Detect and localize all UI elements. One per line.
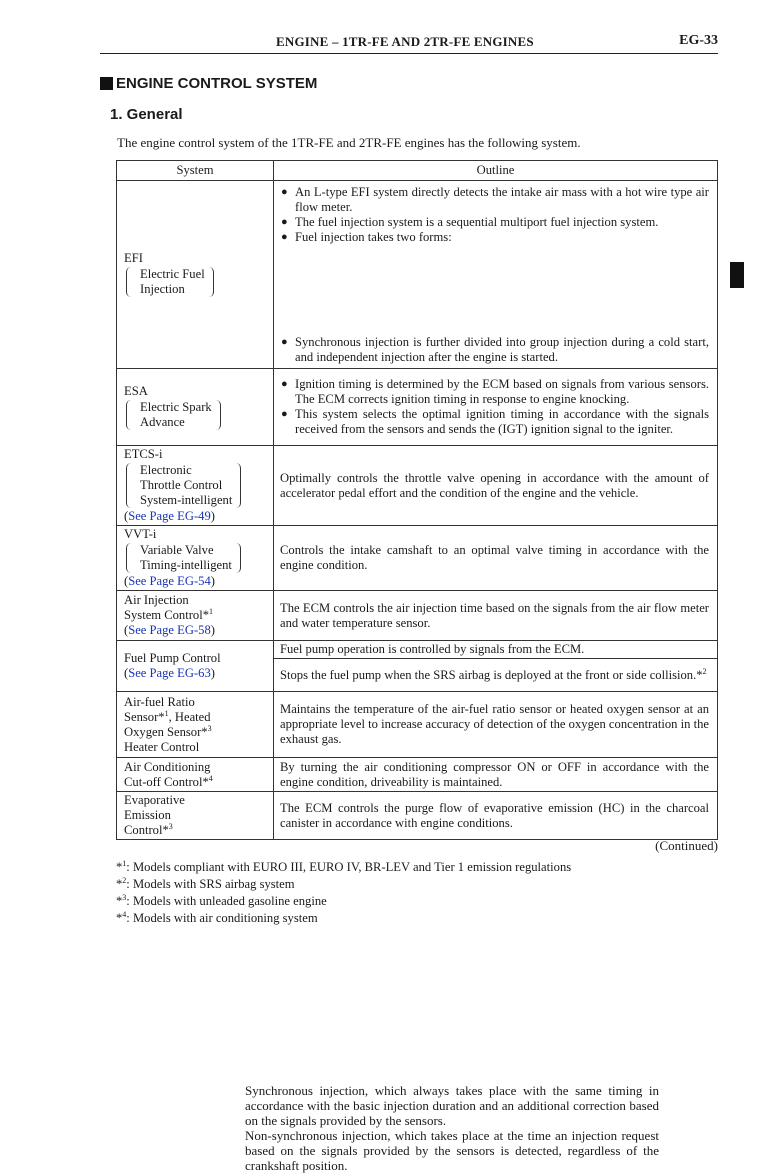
outline-cell-evap: The ECM controls the purge flow of evaporative emission (HC) in the charcoal canister in accordance with engine conditions. — [274, 792, 718, 840]
page-reference — [124, 509, 270, 524]
system-name: Air Injection — [124, 593, 189, 607]
footnote-mark: 3 — [168, 821, 173, 831]
footnote-mark: 4 — [122, 909, 127, 919]
paren: ) — [210, 574, 215, 588]
outline-cell-fuel-pump-1: Fuel pump operation is controlled by signals from the ECM. — [274, 641, 718, 659]
subsection-title: 1. General — [110, 106, 183, 123]
see-page-link[interactable]: See Page EG-54 — [128, 574, 211, 588]
system-name: EFI — [124, 251, 143, 265]
system-name: Evaporative — [124, 793, 185, 807]
system-name: ETCS-i — [124, 447, 163, 461]
page-reference — [124, 666, 270, 681]
system-name: Cut-off Control*$^4$ — [124, 773, 213, 789]
system-name: System Control*$^1$ — [124, 606, 214, 622]
system-fullname-bracket — [126, 463, 241, 508]
header-rule — [100, 53, 718, 54]
outline-cell-fuel-pump-2: Stops the fuel pump when the SRS airbag is deployed at the front or side collision.*$^2$ — [274, 659, 718, 692]
system-name: Emission — [124, 808, 171, 822]
system-name: Oxygen Sensor*$^3$ — [124, 723, 212, 739]
footnote-mark: 2 — [122, 875, 127, 885]
table-row — [117, 369, 718, 446]
bullet-item: ● Ignition timing is determined by the ECM based on signals from various sensors. The ECM corrects ignition timing in response to engine knocking. — [280, 377, 709, 407]
fullname-line: Advance — [140, 414, 185, 429]
system-cell-efi — [117, 181, 274, 369]
footnote-mark: 3 — [122, 892, 127, 902]
fullname-line: Electric Fuel — [140, 267, 205, 281]
intro-paragraph: The engine control system of the 1TR-FE and 2TR-FE engines has the following system. — [117, 135, 581, 150]
section-heading — [100, 75, 317, 92]
fullname-line: Electric Spark — [140, 399, 212, 414]
system-cell-fuel-pump — [117, 641, 274, 692]
paren: ( — [124, 623, 129, 637]
fullname-line: Throttle Control — [140, 478, 223, 492]
system-name: Fuel Pump Control — [124, 651, 221, 665]
system-fullname-bracket — [126, 267, 214, 297]
footnote: *$^1$: Models compliant with EURO III, EURO IV, BR-LEV and Tier 1 emission regulations — [116, 858, 572, 874]
footnote-mark: 1 — [209, 606, 214, 616]
footnote-mark: 1 — [164, 708, 169, 718]
bullet-item: ● Fuel injection takes two forms: — [280, 230, 709, 245]
footnote: *$^3$: Models with unleaded gasoline engine — [116, 892, 327, 908]
system-name: Control*$^3$ — [124, 821, 173, 837]
outline-cell-afr-heater: Maintains the temperature of the air-fuel ratio sensor or heated oxygen sensor at an appropriate level to increase accuracy of detection of the oxygen concentration in the exhaust gas. — [274, 692, 718, 758]
section-title: ENGINE CONTROL SYSTEM — [116, 75, 318, 92]
outline-cell-esa — [274, 369, 718, 446]
system-cell-vvt — [117, 526, 274, 591]
footnote: *$^4$: Models with air conditioning system — [116, 909, 318, 925]
bullet-item: ● Synchronous injection is further divided into group injection during a cold start, and independent injection after the engine is started. — [280, 335, 709, 365]
fullname-line: Electronic — [140, 463, 192, 477]
paren: ) — [210, 623, 215, 637]
paren: ) — [210, 666, 215, 680]
footnote: *$^2$: Models with SRS airbag system — [116, 875, 295, 891]
footnote-mark: 2 — [702, 666, 707, 676]
table-header-row — [117, 161, 718, 181]
system-name: Air-fuel Ratio — [124, 694, 195, 709]
table-row — [117, 692, 718, 758]
table-row — [117, 181, 718, 369]
running-header: ENGINE – 1TR-FE AND 2TR-FE ENGINES — [276, 34, 534, 49]
table-row — [117, 792, 718, 840]
fullname-line: Injection — [140, 282, 185, 296]
table-row — [117, 526, 718, 591]
column-header-system: System — [117, 161, 274, 181]
fullname-line: System-intelligent — [140, 493, 233, 507]
paren: ( — [124, 574, 129, 588]
paren: ( — [124, 509, 129, 523]
system-fullname-bracket — [126, 400, 221, 430]
bullet-continuation: Synchronous injection, which always takes place with the same timing in accordance with the basic injection duration and an additional correction based on the signals provided by the sensors. — [245, 1082, 659, 1128]
system-name: Heater Control — [124, 739, 200, 754]
table-row — [117, 641, 718, 659]
footnote-mark: 3 — [207, 723, 212, 733]
system-cell-afr-heater — [117, 692, 274, 758]
outline-cell-etcs: Optimally controls the throttle valve opening in accordance with the amount of accelerator pedal effort and the condition of the engine and the vehicle. — [274, 446, 718, 526]
system-cell-esa — [117, 369, 274, 446]
bullet-item: ● This system selects the optimal ignition timing in accordance with the signals received from the sensors and sends the (IGT) ignition signal to the igniter. — [280, 407, 709, 437]
page-reference — [124, 574, 270, 589]
outline-cell-vvt: Controls the intake camshaft to an optimal valve timing in accordance with the engine condition. — [274, 526, 718, 591]
table-row — [117, 446, 718, 526]
system-cell-ac-cutoff — [117, 758, 274, 792]
bullet-item: ● The fuel injection system is a sequential multiport fuel injection system. — [280, 215, 709, 230]
footnote-mark: 4 — [208, 773, 213, 783]
system-cell-air-injection — [117, 591, 274, 641]
see-page-link[interactable]: See Page EG-58 — [128, 623, 211, 637]
bullet-item: ● An L-type EFI system directly detects the intake air mass with a hot wire type air flow meter. — [280, 185, 709, 215]
system-cell-etcs — [117, 446, 274, 526]
column-header-outline: Outline — [274, 161, 718, 181]
fullname-line: Variable Valve — [140, 543, 214, 557]
table-row — [117, 591, 718, 641]
system-name: Air Conditioning — [124, 759, 211, 774]
system-name: Sensor*$^1$, Heated — [124, 708, 211, 724]
outline-cell-ac-cutoff: By turning the air conditioning compressor ON or OFF in accordance with the engine condition, driveability is maintained. — [274, 758, 718, 792]
see-page-link[interactable]: See Page EG-49 — [128, 509, 211, 523]
system-name: VVT-i — [124, 527, 157, 541]
footnote-mark: 1 — [122, 858, 127, 868]
bullet-continuation: Non-synchronous injection, which takes place at the time an injection request based on the signals provided by the sensors is detected, regardless of the crankshaft position. — [245, 1127, 659, 1173]
table-row — [117, 758, 718, 792]
page-number: EG-33 — [679, 33, 718, 48]
continued-note: (Continued) — [655, 838, 718, 853]
paren: ) — [210, 509, 215, 523]
see-page-link[interactable]: See Page EG-63 — [128, 666, 211, 680]
outline-cell-air-injection: The ECM controls the air injection time based on the signals from the air flow meter and water temperature sensor. — [274, 591, 718, 641]
paren: ( — [124, 666, 129, 680]
system-cell-evap — [117, 792, 274, 840]
page-reference — [124, 623, 270, 638]
system-fullname-bracket — [126, 543, 241, 573]
section-tab-marker — [730, 262, 744, 288]
fullname-line: Timing-intelligent — [140, 558, 232, 572]
system-name: ESA — [124, 383, 148, 398]
square-bullet-icon — [100, 77, 113, 90]
